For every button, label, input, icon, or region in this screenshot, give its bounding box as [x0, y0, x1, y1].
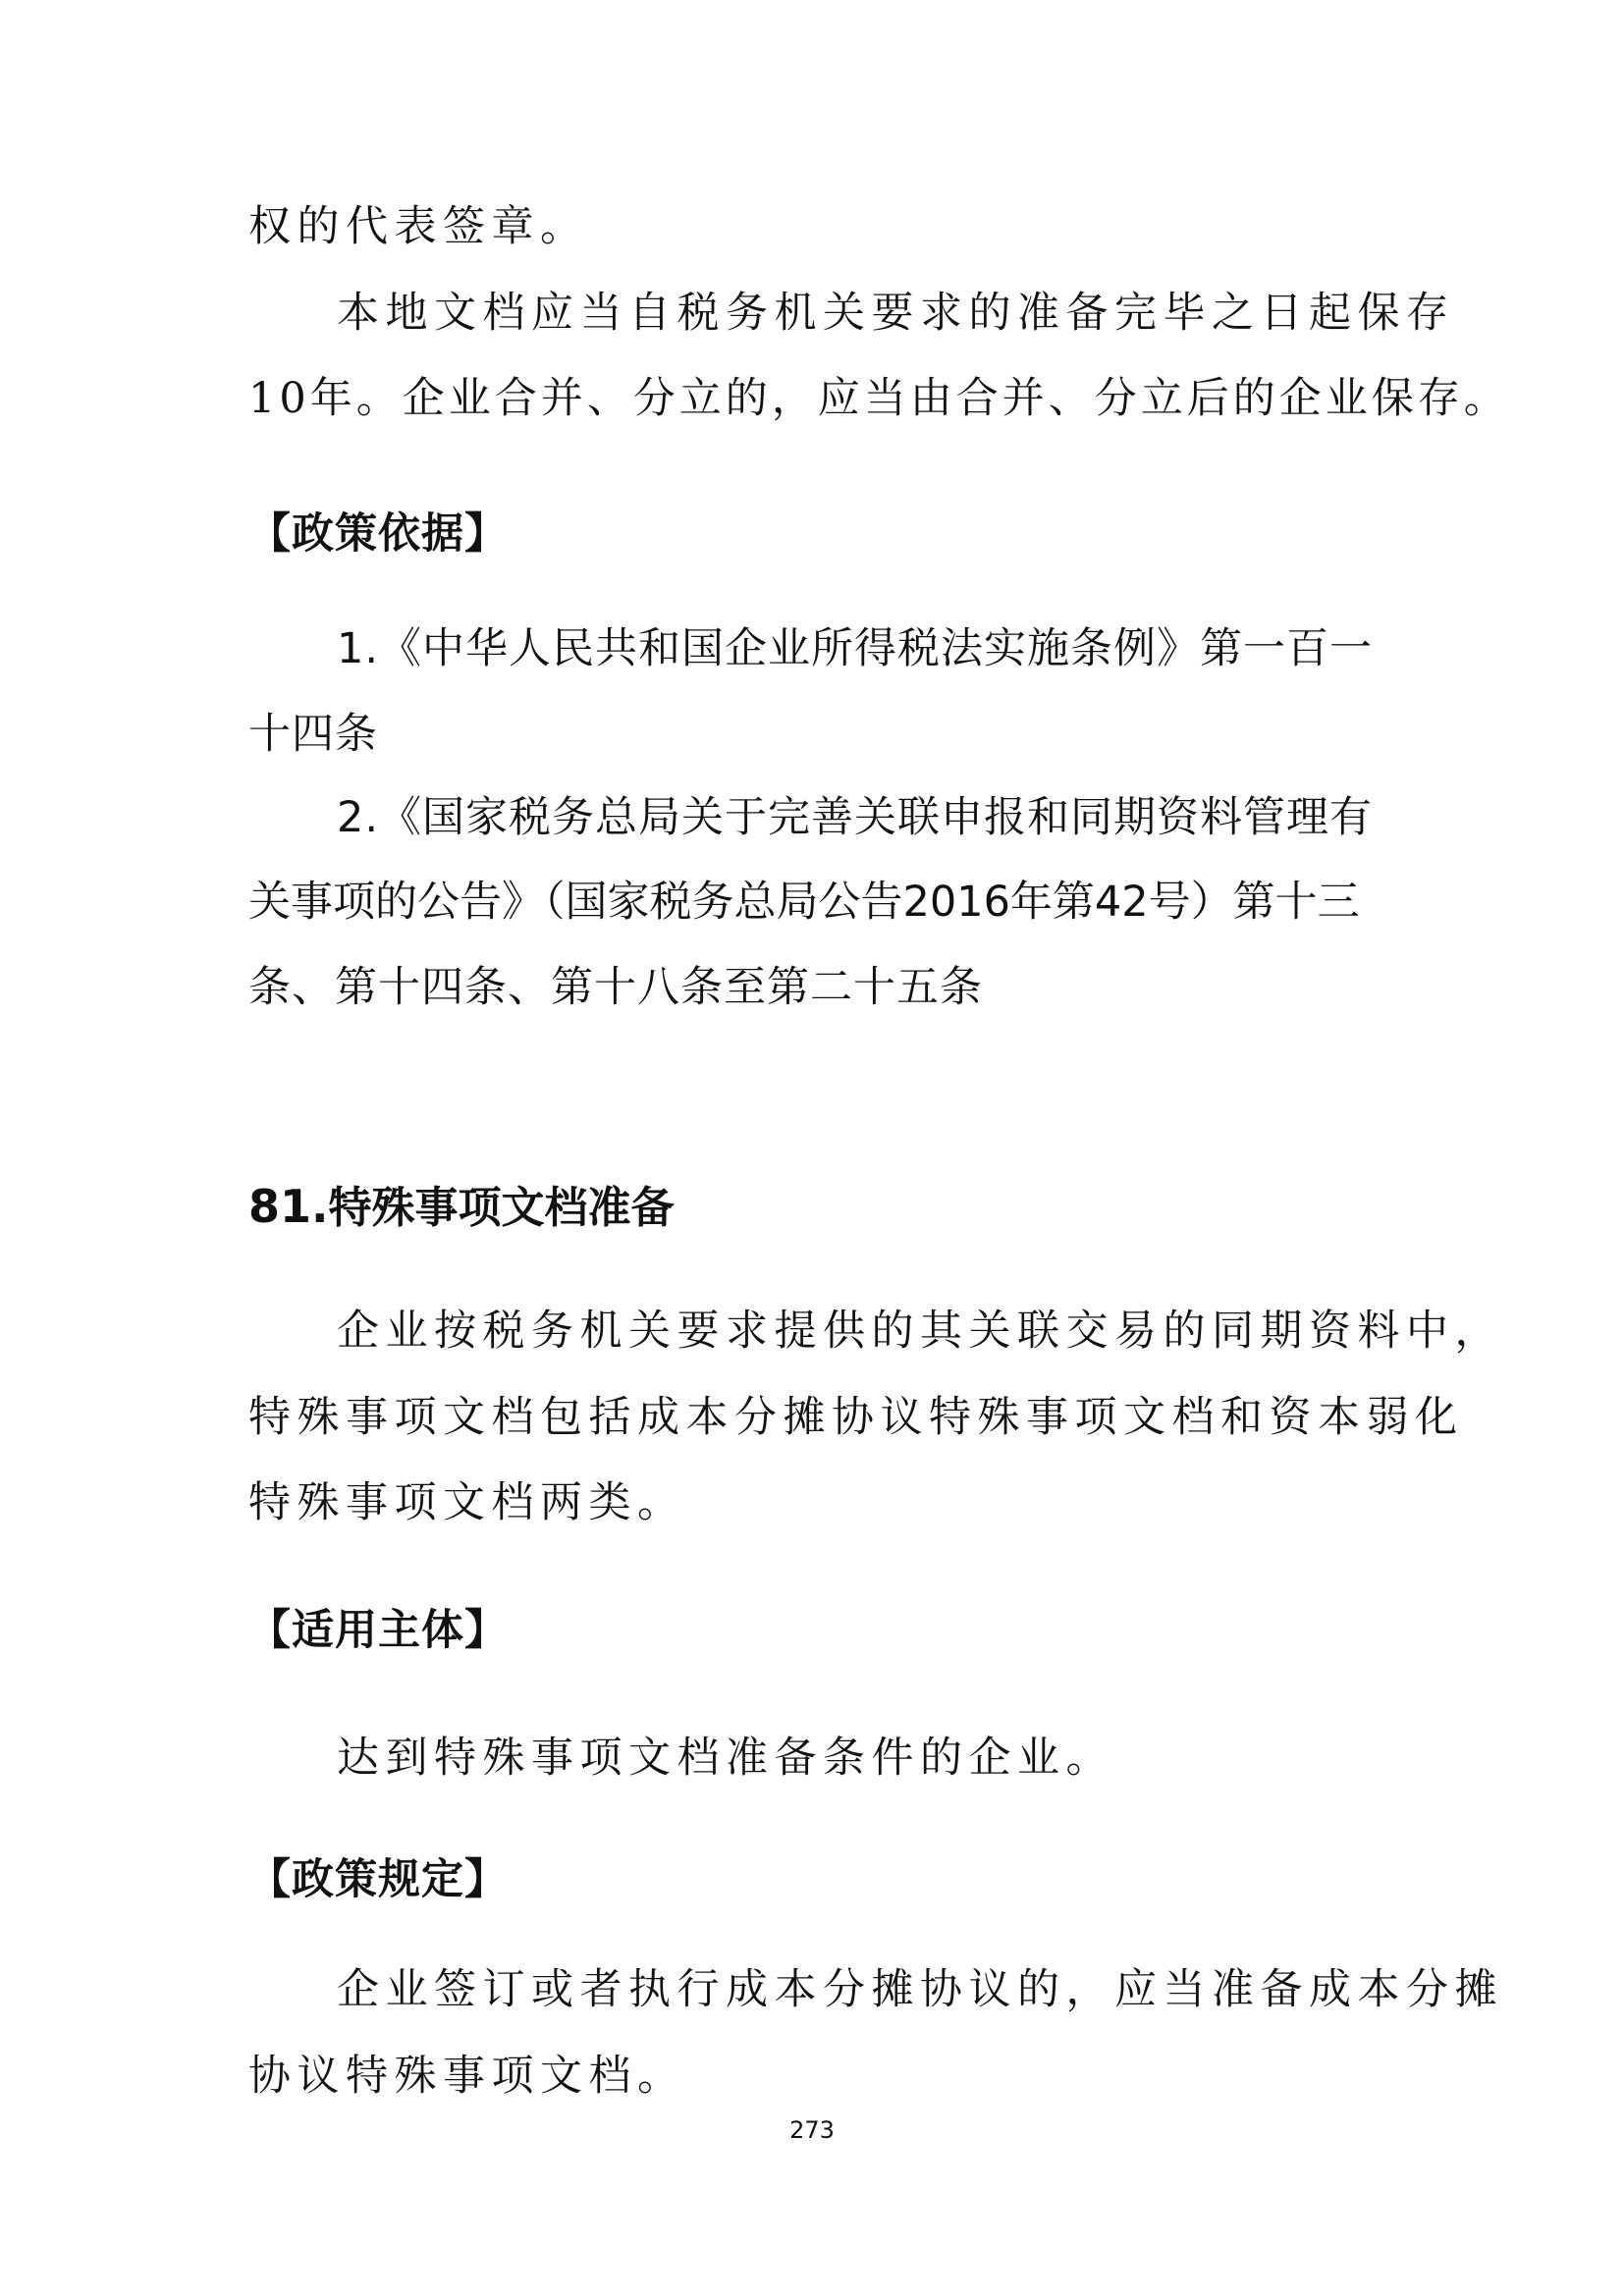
section-title-text: 特殊事项文档准备: [328, 1183, 675, 1233]
policy-basis-item-2-line-1: 2.《国家税务总局关于完善关联申报和同期资料管理有: [337, 793, 1374, 842]
applicable-subject-heading: 【适用主体】: [248, 1606, 508, 1655]
policy-basis-heading: 【政策依据】: [248, 509, 508, 559]
policy-basis-item-2-line-3: 条、第十四条、第十八条至第二十五条: [248, 963, 983, 1012]
section-intro-line-2: 特殊事项文档包括成本分摊协议特殊事项文档和资本弱化: [248, 1393, 1464, 1442]
intro-paragraph-2-line-1: 本地文档应当自税务机关要求的准备完毕之日起保存: [337, 289, 1455, 338]
section-intro-line-1: 企业按税务机关要求提供的其关联交易的同期资料中，: [337, 1307, 1503, 1356]
policy-rules-heading: 【政策规定】: [248, 1855, 508, 1904]
intro-line-1: 权的代表签章。: [248, 202, 589, 251]
policy-basis-item-1-line-2: 十四条: [248, 710, 378, 759]
section-intro-line-3: 特殊事项文档两类。: [248, 1478, 686, 1527]
policy-rules-line-1: 企业签订或者执行成本分摊协议的，应当准备成本分摊: [337, 1965, 1503, 2014]
intro-paragraph-2-line-2: 10年。企业合并、分立的，应当由合并、分立后的企业保存。: [248, 374, 1510, 423]
policy-basis-item-2-line-2: 关事项的公告》（国家税务总局公告2016年第42号）第十三: [248, 878, 1360, 927]
applicable-subject-text: 达到特殊事项文档准备条件的企业。: [337, 1734, 1114, 1783]
policy-rules-line-2: 协议特殊事项文档。: [248, 2052, 686, 2101]
policy-basis-item-1-line-1: 1.《中华人民共和国企业所得税法实施条例》第一百一: [337, 624, 1374, 673]
section-title: [248, 1180, 675, 1233]
page-number: 273: [789, 2116, 835, 2144]
section-number: 81.: [248, 1180, 329, 1233]
